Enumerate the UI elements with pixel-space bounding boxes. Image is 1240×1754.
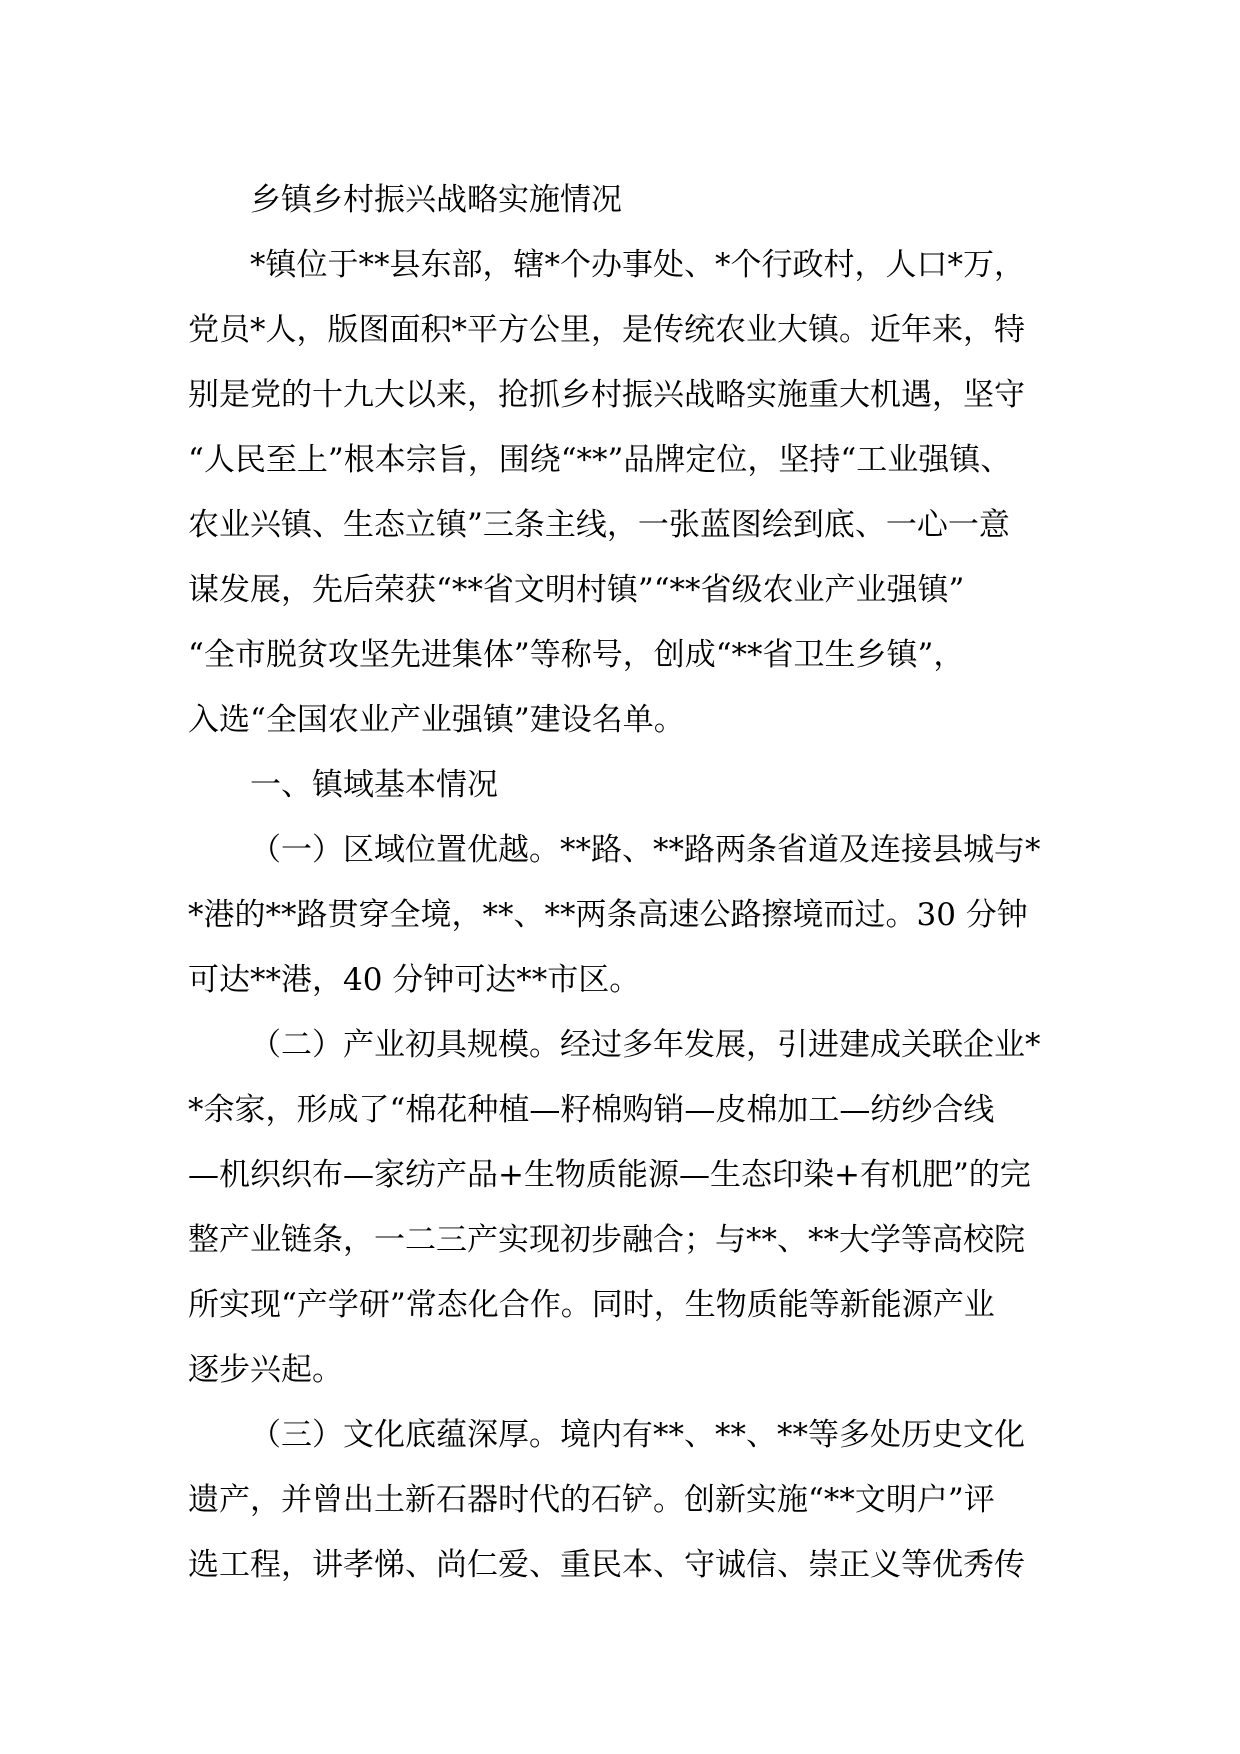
item1-line: 可达**港，40 分钟可达**市区。 xyxy=(188,962,641,998)
intro-line: *镇位于**县东部，辖*个办事处、*个行政村，人口*万， xyxy=(250,247,1025,283)
intro-line: “全市脱贫攻坚先进集体”等称号，创成“**省卫生乡镇”， xyxy=(188,637,965,673)
intro-line: “人民至上”根本宗旨，围绕“**”品牌定位，坚持“工业强镇、 xyxy=(188,442,1012,478)
intro-line: 入选“全国农业产业强镇”建设名单。 xyxy=(188,702,685,738)
item2-line: —机织织布—家纺产品+生物质能源—生态印染+有机肥”的完 xyxy=(188,1157,1031,1193)
document-title: 乡镇乡村振兴战略实施情况 xyxy=(250,182,622,218)
item3-line: 选工程，讲孝悌、尚仁爱、重民本、守诚信、崇正义等优秀传 xyxy=(188,1547,1025,1583)
item1-line: （一）区域位置优越。**路、**路两条省道及连接县城与* xyxy=(250,832,1041,868)
item3-line: （三）文化底蕴深厚。境内有**、**、**等多处历史文化 xyxy=(250,1417,1025,1453)
intro-line: 别是党的十九大以来，抢抓乡村振兴战略实施重大机遇，坚守 xyxy=(188,377,1025,413)
intro-line: 谋发展，先后荣获“**省文明村镇”“**省级农业产业强镇” xyxy=(188,572,965,608)
item3-line: 遗产，并曾出土新石器时代的石铲。创新实施“**文明户”评 xyxy=(188,1482,995,1518)
item2-line: 逐步兴起。 xyxy=(188,1352,343,1388)
document-body xyxy=(188,168,1066,1598)
item2-line: *余家，形成了“棉花种植—籽棉购销—皮棉加工—纺纱合线 xyxy=(188,1092,995,1128)
item2-line: 所实现“产学研”常态化合作。同时，生物质能等新能源产业 xyxy=(188,1287,995,1323)
item2-line: 整产业链条，一二三产实现初步融合；与**、**大学等高校院 xyxy=(188,1222,1025,1258)
item2-line: （二）产业初具规模。经过多年发展，引进建成关联企业* xyxy=(250,1027,1041,1063)
item1-line: *港的**路贯穿全境，**、**两条高速公路擦境而过。30 分钟 xyxy=(188,897,1028,933)
section-heading: 一、镇域基本情况 xyxy=(250,767,498,803)
intro-line: 党员*人，版图面积*平方公里，是传统农业大镇。近年来，特 xyxy=(188,312,1025,348)
intro-line: 农业兴镇、生态立镇”三条主线，一张蓝图绘到底、一心一意 xyxy=(188,507,1010,543)
